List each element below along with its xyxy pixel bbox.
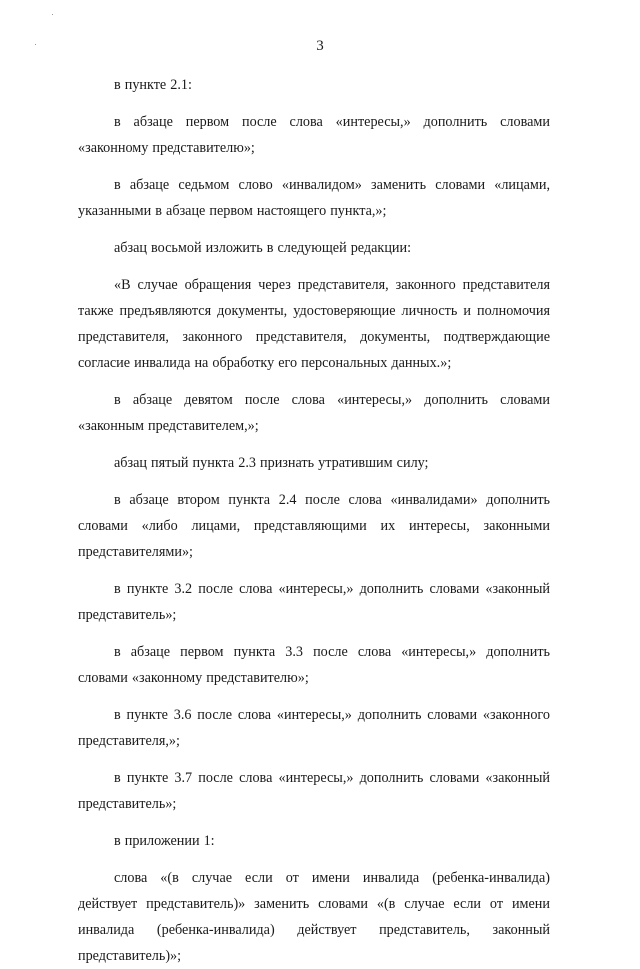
paragraph: абзац восьмой изложить в следующей редакции: — [114, 240, 412, 256]
page-number: 3 — [316, 38, 324, 54]
document-body — [78, 72, 550, 969]
paragraph: в пункте 3.6 после слова «интересы,» дополнить словами «законного представителя,»; — [78, 707, 550, 749]
paragraph: в пункте 3.2 после слова «интересы,» дополнить словами «законный представитель»; — [78, 581, 550, 623]
paragraph: в приложении 1: — [114, 833, 215, 849]
paragraph: в абзаце втором пункта 2.4 после слова «инвалидами» дополнить словами «либо лицами, представляющими их интересы, законными представителями»; — [78, 492, 550, 560]
paragraph: в абзаце первом после слова «интересы,» дополнить словами «законному представителю»; — [78, 114, 550, 156]
paragraph: в пункте 2.1: — [114, 77, 192, 93]
paragraph: в абзаце седьмом слово «инвалидом» заменить словами «лицами, указанными в абзаце первом настоящего пункта,»; — [78, 177, 550, 219]
paragraph: абзац пятый пункта 2.3 признать утратившим силу; — [114, 455, 429, 471]
paragraph: в абзаце первом пункта 3.3 после слова «интересы,» дополнить словами «законному представителю»; — [78, 644, 550, 686]
paragraph: в абзаце девятом после слова «интересы,» дополнить словами «законным представителем,»; — [78, 392, 550, 434]
paragraph: слова «(в случае если от имени инвалида (ребенка-инвалида) действует представитель)» заменить словами «(в случае если от имени инвалида (ребенка-инвалида) действует представитель, законный представитель)»; — [78, 870, 550, 964]
paragraph: «В случае обращения через представителя, законного представителя также предъявляются документы, удостоверяющие личность и полномочия представителя, законного представителя, документы, подтверждающие согласие инвалида на обработку его персональных данных.»; — [78, 277, 550, 371]
scan-artifact-dot — [52, 14, 53, 15]
paragraph: в пункте 3.7 после слова «интересы,» дополнить словами «законный представитель»; — [78, 770, 550, 812]
